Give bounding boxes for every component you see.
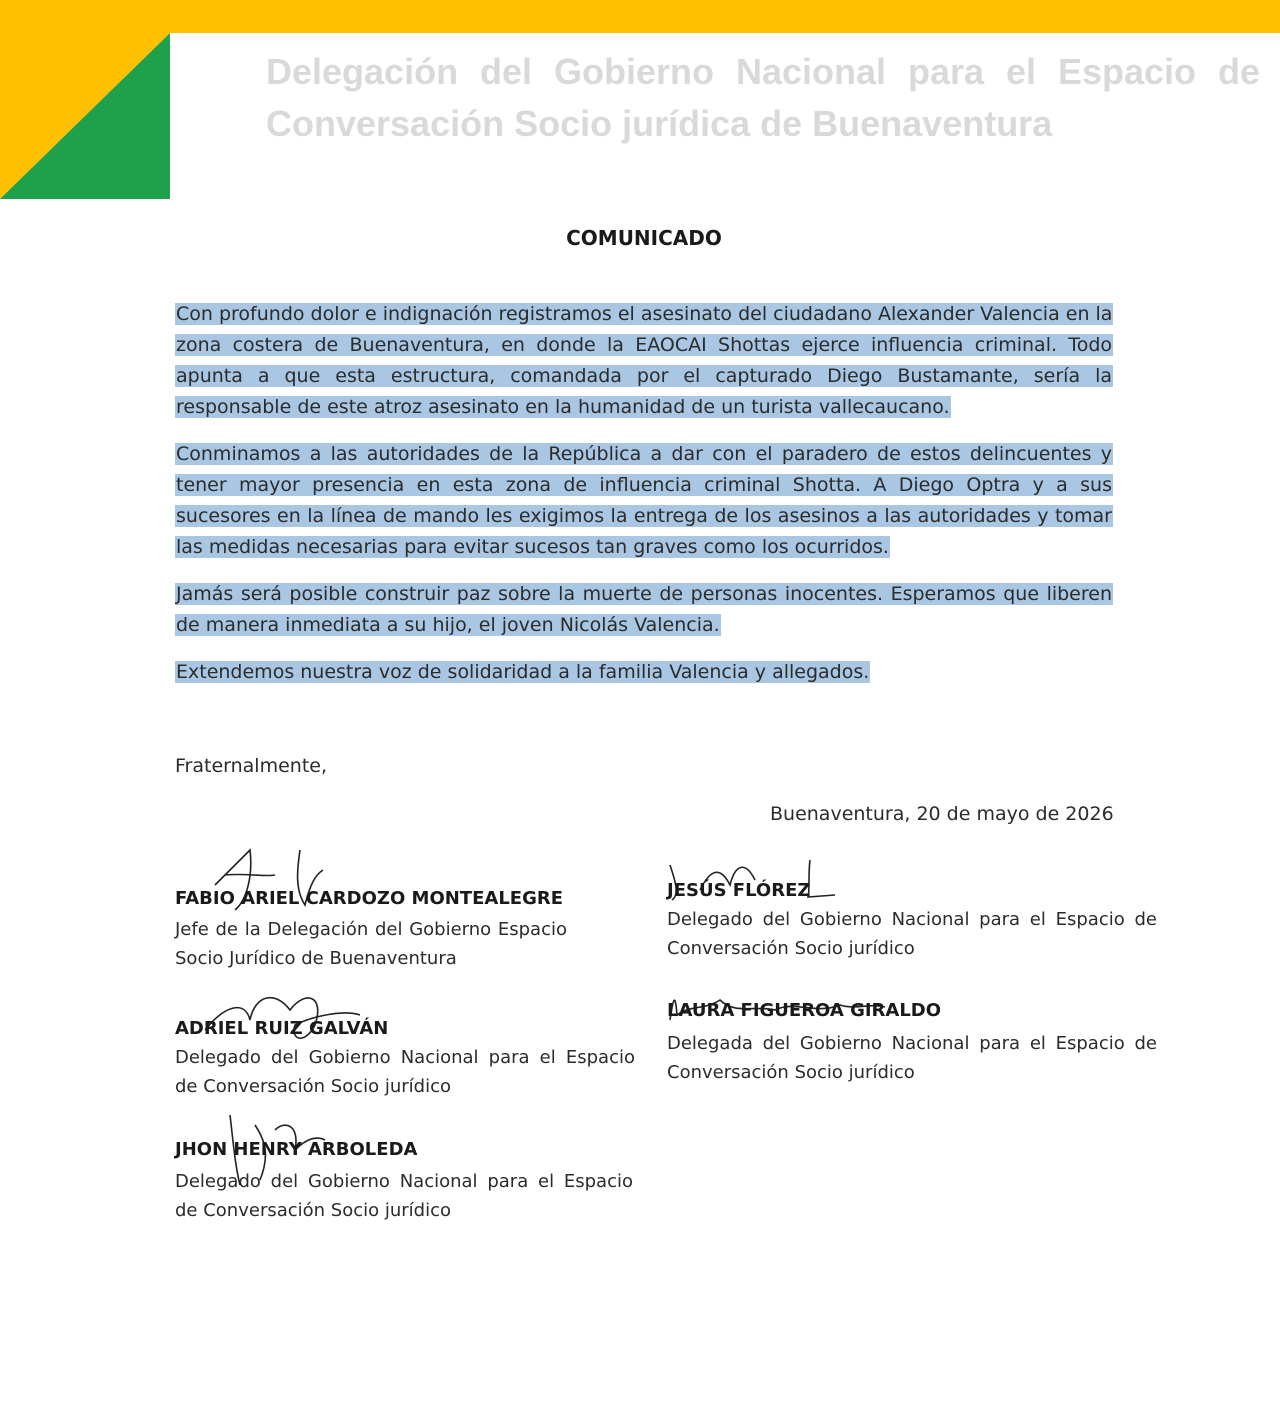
signatory-name-jhon: JHON HENRY ARBOLEDA (175, 1139, 418, 1160)
signatory-name-laura: LAURA FIGUEROA GIRALDO (667, 1000, 942, 1021)
place-date: Buenaventura, 20 de mayo de 2026 (770, 803, 1114, 825)
paragraph-text: Con profundo dolor e indignación registramos el asesinato del ciudadano Alexander Valencia en la zona costera de Buenaventura, en donde la EAOCAI Shottas ejerce influencia criminal. Todo apunta a que esta estructura, comandada por el capturado Diego Bustamante, sería la responsable de este atroz asesinato en la humanidad de un turista vallecaucano. (176, 303, 1113, 418)
signatory-name-jesus: JESÚS FLÓREZ (667, 880, 811, 901)
signatory-role-laura: Delegada del Gobierno Nacional para el Espacio de Conversación Socio jurídico (667, 1033, 1157, 1083)
paragraph-text: Jamás será posible construir paz sobre la muerte de personas inocentes. Esperamos que liberen de manera inmediata a su hijo, el joven Nicolás Valencia. (176, 583, 1112, 636)
header-corner-logo (0, 33, 170, 199)
paragraph-4 (175, 657, 1113, 688)
header-yellow-bar (0, 0, 1280, 33)
paragraph-text: Conminamos a las autoridades de la República a dar con el paradero de estos delincuentes y tener mayor presencia en esta zona de influencia criminal Shotta. A Diego Optra y a sus sucesores en la línea de mando les exigimos la entrega de los asesinos a las autoridades y tomar las medidas necesarias para evitar sucesos tan graves como los ocurridos. (176, 443, 1112, 558)
signatory-role-fabio: Jefe de la Delegación del Gobierno Espacio Socio Jurídico de Buenaventura (175, 919, 567, 969)
paragraph-1 (175, 299, 1113, 423)
paragraph-2 (175, 439, 1113, 563)
signatory-role-adriel: Delegado del Gobierno Nacional para el Espacio de Conversación Socio jurídico (175, 1047, 635, 1097)
signatory-role-jhon: Delegado del Gobierno Nacional para el Espacio de Conversación Socio jurídico (175, 1171, 633, 1221)
paragraph-text: Extendemos nuestra voz de solidaridad a la familia Valencia y allegados. (176, 661, 870, 683)
signatory-name-adriel: ADRIEL RUIZ GALVÁN (175, 1018, 389, 1039)
document-title: COMUNICADO (566, 226, 722, 250)
closing: Fraternalmente, (175, 755, 327, 777)
header-title: Delegación del Gobierno Nacional para el Espacio de Conversación Socio jurídica de Buenaventura (266, 51, 1260, 144)
paragraph-3 (175, 579, 1113, 641)
signatory-name-fabio: FABIO ARIEL CARDOZO MONTEALEGRE (175, 888, 564, 909)
signatory-role-jesus: Delegado del Gobierno Nacional para el Espacio de Conversación Socio jurídico (667, 909, 1157, 959)
